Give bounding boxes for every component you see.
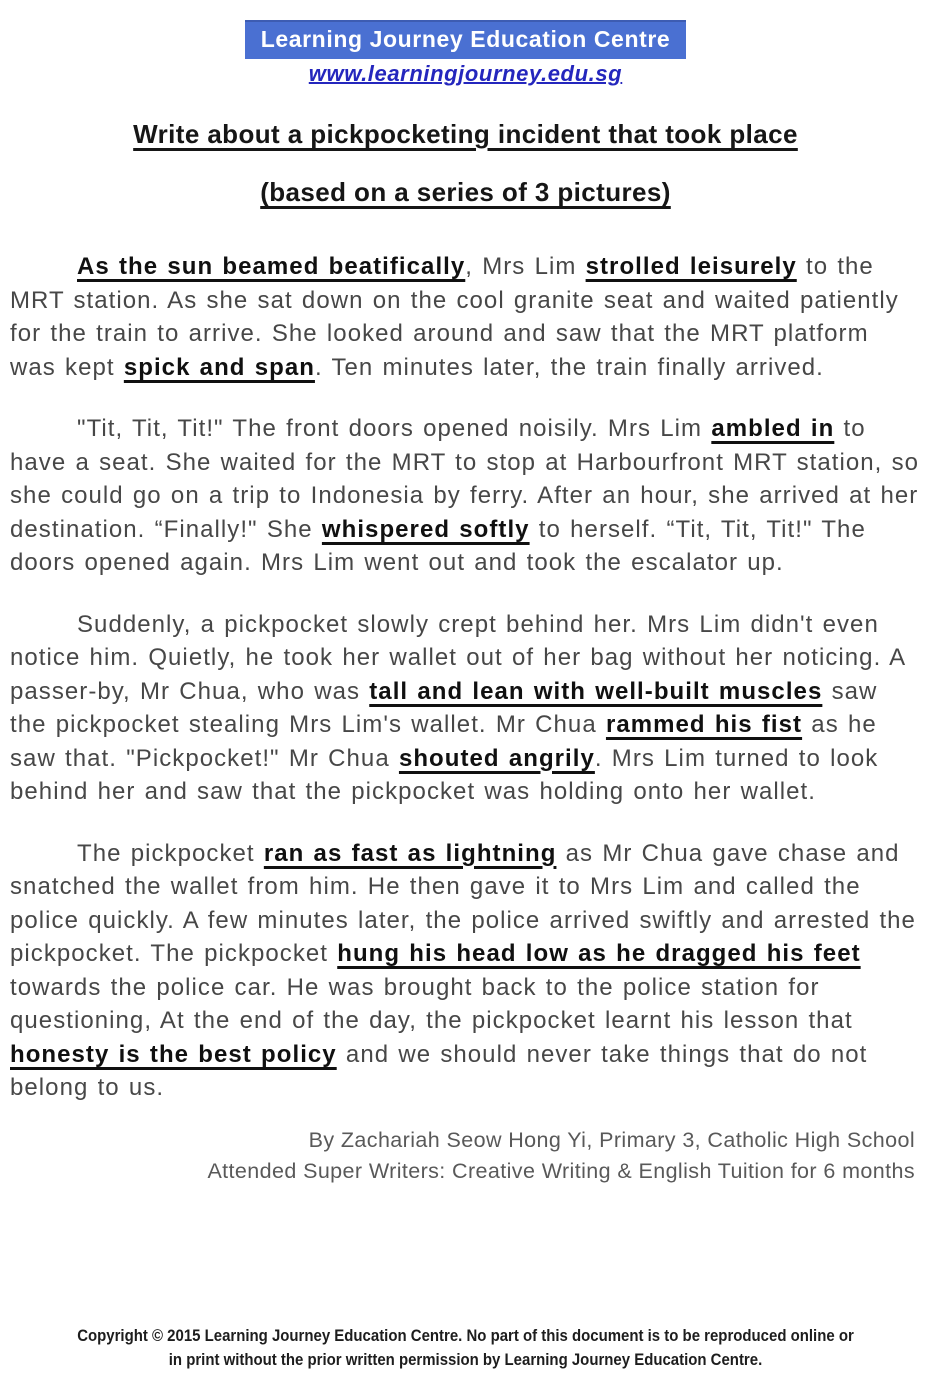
copyright-line2: in print without the prior written permission by Learning Journey Education Centre. bbox=[168, 1350, 763, 1369]
copyright-line1: Copyright © 2015 Learning Journey Education Centre. No part of this document is to be reproduced online or bbox=[77, 1326, 854, 1345]
essay-title-line1 bbox=[10, 119, 921, 150]
centre-name-banner bbox=[245, 20, 687, 59]
text-run: as he saw that. "Pickpocket!" Mr Chua bbox=[10, 711, 877, 772]
document-header bbox=[10, 20, 921, 87]
text-run: to have a seat. She waited for the MRT to stop at Harbourfront MRT station, so she could go on a trip to Indonesia by ferry. After an hour, she arrived at her destination. “Finally!" She bbox=[10, 415, 920, 543]
highlighted-phrase: shouted angrily bbox=[398, 744, 595, 772]
text-run: "Tit, Tit, Tit!" The front doors opened noisily. Mrs Lim bbox=[77, 415, 712, 442]
text-run: towards the police car. He was brought back to the police station for questioning, At the end of the day, the pickpocket learnt his lesson that bbox=[10, 973, 853, 1034]
essay-paragraph bbox=[10, 608, 921, 809]
highlighted-phrase: ran as fast as lightning bbox=[263, 839, 557, 867]
highlighted-phrase: ambled in bbox=[711, 415, 835, 442]
essay-paragraph bbox=[10, 837, 921, 1105]
text-run: , Mrs Lim bbox=[465, 253, 586, 280]
highlighted-phrase: spick and span bbox=[123, 353, 315, 381]
centre-name-text: Learning Journey Education Centre bbox=[260, 26, 671, 52]
highlighted-phrase: strolled leisurely bbox=[585, 253, 797, 280]
highlighted-phrase: honesty is the best policy bbox=[10, 1040, 337, 1068]
text-run: and we should never take things that do not belong to us. bbox=[10, 1040, 868, 1101]
author-attribution bbox=[10, 1125, 921, 1187]
highlighted-phrase: rammed his fist bbox=[605, 711, 803, 738]
text-run: as Mr Chua gave chase and snatched the wallet from him. He then gave it to Mrs Lim and called the police quickly. A few minutes later, the police arrived swiftly and arrested the pickpocket. The pickpocket bbox=[10, 839, 916, 967]
text-run: to the MRT station. As she sat down on the cool granite seat and waited patiently for the train to arrive. She looked around and saw that the MRT platform was kept bbox=[10, 253, 899, 381]
essay-body bbox=[10, 250, 921, 1105]
essay-paragraph bbox=[10, 412, 921, 580]
text-run: . Mrs Lim turned to look behind her and saw that the pickpocket was holding onto her wallet. bbox=[10, 744, 879, 805]
essay-title-line1-text: Write about a pickpocketing incident that took place bbox=[133, 119, 798, 149]
text-run: The pickpocket bbox=[77, 839, 264, 867]
website-link[interactable]: www.learningjourney.edu.sg bbox=[308, 61, 623, 86]
copyright-footer bbox=[56, 1324, 875, 1372]
text-run: saw the pickpocket stealing Mrs Lim's wallet. Mr Chua bbox=[10, 677, 878, 738]
highlighted-phrase: whispered softly bbox=[321, 515, 530, 543]
text-run: . Ten minutes later, the train finally arrived. bbox=[314, 353, 824, 381]
highlighted-phrase: As the sun beamed beatifically bbox=[77, 253, 466, 280]
website-row bbox=[10, 61, 921, 87]
essay-title-line2 bbox=[10, 177, 921, 208]
highlighted-phrase: hung his head low as he dragged his feet bbox=[337, 940, 861, 967]
highlighted-phrase: tall and lean with well-built muscles bbox=[369, 677, 823, 705]
text-run: to herself. “Tit, Tit, Tit!" The doors opened again. Mrs Lim went out and took the escalator up. bbox=[10, 515, 866, 576]
essay-paragraph bbox=[10, 250, 921, 384]
course-line: Attended Super Writers: Creative Writing & English Tuition for 6 months bbox=[207, 1158, 915, 1183]
text-run: Suddenly, a pickpocket slowly crept behind her. Mrs Lim didn't even notice him. Quietly, he took her wallet out of her bag without her noticing. A passer-by, Mr Chua, who was bbox=[10, 610, 905, 705]
essay-title-line2-text: (based on a series of 3 pictures) bbox=[260, 177, 671, 207]
author-line: By Zachariah Seow Hong Yi, Primary 3, Catholic High School bbox=[308, 1127, 915, 1152]
